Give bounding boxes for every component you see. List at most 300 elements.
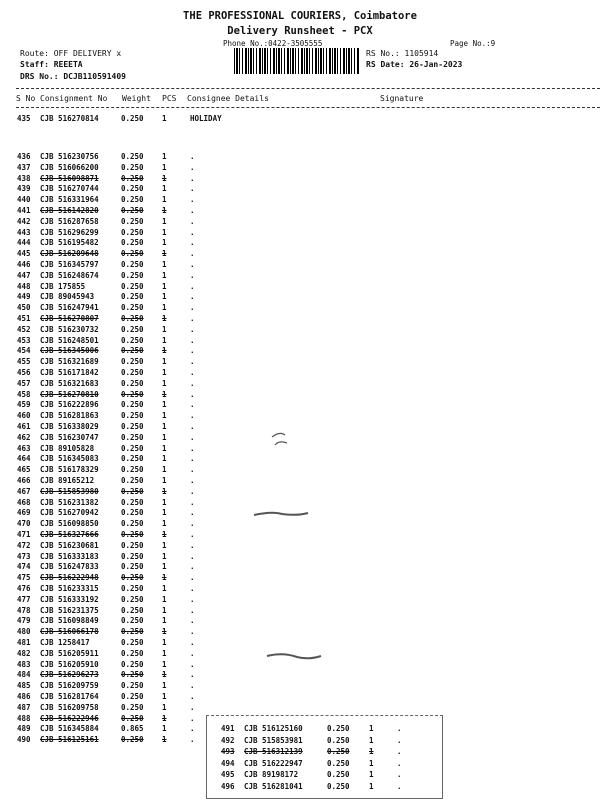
pcs-cell: 1: [162, 270, 167, 280]
weight-cell: 0.250: [121, 443, 144, 453]
details-cell: .: [190, 314, 195, 323]
consignment-cell: CJB 516247941: [40, 303, 99, 313]
table-row: [0, 271, 600, 281]
pcs-cell: 1: [162, 162, 167, 172]
pcs-cell: 1: [162, 335, 167, 345]
pcs-cell: 1: [162, 206, 167, 215]
pcs-cell: 1: [162, 605, 167, 615]
weight-cell: 0.250: [121, 292, 144, 302]
weight-cell: 0.250: [121, 562, 144, 572]
table-row: [0, 184, 600, 194]
consignment-cell: CJB 516178329: [40, 465, 99, 475]
drs-number: DRS No.: DCJB110591409: [20, 72, 126, 81]
weight-cell: 0.250: [121, 616, 144, 626]
details-cell: .: [190, 346, 195, 356]
consignment-cell: CJB 515853980: [40, 486, 99, 496]
pcs-cell: 1: [162, 152, 167, 161]
details-cell: .: [397, 770, 402, 779]
consignment-cell: CJB 516205910: [40, 659, 99, 669]
sno-cell: 482: [17, 648, 31, 658]
details-cell: .: [190, 216, 195, 226]
sno-cell: 454: [17, 346, 31, 356]
details-cell: .: [190, 227, 195, 237]
weight-cell: 0.250: [121, 508, 144, 518]
consignment-cell: CJB 516142820: [40, 206, 99, 215]
consignment-cell: CJB 516247833: [40, 562, 99, 572]
pcs-cell: 1: [162, 465, 167, 475]
weight-cell: 0.250: [121, 400, 144, 410]
weight-cell: 0.250: [121, 519, 144, 529]
table-row: [0, 616, 600, 626]
weight-cell: 0.250: [121, 260, 144, 269]
table-row: [0, 670, 600, 680]
weight-cell: 0.250: [121, 249, 144, 259]
table-row: [0, 238, 600, 248]
weight-cell: 0.250: [121, 378, 144, 388]
details-cell: .: [190, 432, 195, 442]
details-cell: .: [190, 497, 195, 507]
pcs-cell: 1: [162, 314, 167, 323]
weight-cell: 0.250: [121, 670, 144, 680]
details-cell: .: [190, 616, 195, 626]
consignment-cell: CJB 516222946: [40, 713, 99, 723]
consignment-cell: CJB 516230747: [40, 432, 99, 442]
weight-cell: 0.250: [121, 173, 144, 183]
sno-cell: 445: [17, 249, 31, 259]
consignment-cell: CJB 516281863: [40, 411, 99, 421]
sno-cell: 451: [17, 314, 31, 323]
weight-cell: 0.250: [121, 346, 144, 356]
pcs-cell: 1: [162, 216, 167, 226]
pcs-cell: 1: [162, 540, 167, 550]
weight-cell: 0.250: [121, 605, 144, 615]
sno-cell: 446: [17, 260, 31, 269]
col-consignee: Consignee Details: [187, 94, 269, 103]
table-row: [0, 606, 600, 616]
consignment-cell: CJB 516230681: [40, 540, 99, 550]
sno-cell: 486: [17, 692, 31, 701]
consignment-cell: CJB 516270807: [40, 314, 99, 323]
details-cell: .: [190, 638, 195, 647]
weight-cell: 0.250: [327, 724, 350, 733]
pcs-cell: 1: [162, 260, 167, 269]
details-cell: .: [190, 702, 195, 712]
details-cell: .: [190, 670, 195, 680]
sno-cell: 453: [17, 335, 31, 345]
consignment-cell: CJB 516345083: [40, 454, 99, 464]
consignment-cell: CJB 516312139: [244, 747, 303, 756]
details-cell: .: [190, 540, 195, 550]
details-cell: .: [190, 378, 195, 388]
phone-number: Phone No.:0422-3505555: [223, 39, 323, 48]
consignment-cell: CJB 516321683: [40, 378, 99, 388]
pcs-cell: 1: [162, 378, 167, 388]
consignment-cell: CJB 516098871: [40, 173, 99, 183]
pcs-cell: 1: [162, 195, 167, 205]
details-cell: .: [190, 249, 195, 259]
weight-cell: 0.250: [121, 389, 144, 399]
weight-cell: 0.250: [121, 465, 144, 475]
details-cell: .: [190, 389, 195, 399]
pcs-cell: 1: [162, 616, 167, 626]
details-cell: .: [190, 162, 195, 172]
consignment-cell: CJB 516125161: [40, 735, 99, 745]
consignment-cell: CJB 516287658: [40, 216, 99, 226]
col-weight: Weight: [122, 94, 151, 103]
details-cell: .: [190, 281, 195, 291]
details-cell: .: [397, 747, 402, 756]
sno-cell: 476: [17, 584, 31, 593]
table-row: [207, 747, 442, 757]
details-cell: .: [190, 724, 195, 734]
pcs-cell: 1: [162, 324, 167, 334]
pcs-cell: 1: [162, 551, 167, 561]
table-row: [0, 541, 600, 551]
table-row: [0, 163, 600, 173]
pcs-cell: 1: [162, 648, 167, 658]
consignment-cell: CJB 516248674: [40, 270, 99, 280]
sno-cell: 455: [17, 357, 31, 367]
sno-cell: 495: [221, 770, 235, 779]
consignment-cell: CJB 516333183: [40, 551, 99, 561]
consignment-cell: CJB 516098849: [40, 616, 99, 626]
sno-cell: 447: [17, 270, 31, 280]
pcs-cell: 1: [162, 519, 167, 529]
consignment-cell: CJB 516222948: [40, 573, 99, 583]
weight-cell: 0.250: [121, 713, 144, 723]
consignment-cell: CJB 516098850: [40, 519, 99, 529]
pcs-cell: 1: [162, 454, 167, 464]
consignment-cell: CJB 516270744: [40, 184, 99, 194]
pcs-cell: 1: [162, 530, 167, 539]
weight-cell: 0.250: [121, 227, 144, 237]
details-cell: .: [190, 184, 195, 194]
weight-cell: 0.250: [121, 368, 144, 377]
pcs-cell: 1: [369, 770, 374, 779]
pcs-cell: 1: [162, 508, 167, 518]
table-row: [0, 454, 600, 464]
weight-cell: 0.250: [327, 781, 350, 791]
signature-scribble: [265, 648, 325, 664]
consignment-cell: CJB 516296299: [40, 227, 99, 237]
table-row: [0, 357, 600, 367]
consignment-cell: CJB 89105828: [40, 443, 95, 453]
pcs-cell: 1: [162, 638, 167, 647]
sno-cell: 452: [17, 324, 31, 334]
details-cell: .: [190, 368, 195, 377]
consignment-cell: CJB 516233315: [40, 584, 99, 593]
pcs-cell: 1: [162, 584, 167, 593]
pcs-cell: 1: [162, 411, 167, 421]
consignment-cell: CJB 516205911: [40, 648, 99, 658]
signature-scribble: [252, 508, 312, 522]
col-signature: Signature: [380, 94, 424, 103]
weight-cell: 0.250: [121, 314, 144, 323]
sno-cell: 442: [17, 216, 31, 226]
consignment-cell: CJB 89165212: [40, 476, 95, 485]
sno-cell: 460: [17, 411, 31, 421]
details-cell: .: [190, 573, 195, 583]
table-row: [0, 638, 600, 648]
weight-cell: 0.250: [121, 335, 144, 345]
sno-cell: 473: [17, 551, 31, 561]
table-row: [0, 206, 600, 216]
weight-cell: 0.250: [121, 573, 144, 583]
table-row: [0, 573, 600, 583]
table-row: 435 CJB 516270814 0.250 1 HOLIDAY: [17, 114, 222, 123]
details-cell: .: [190, 713, 195, 723]
consignment-cell: CJB 516230756: [40, 152, 99, 161]
details-cell: .: [190, 692, 195, 701]
consignment-cell: CJB 515853981: [244, 735, 303, 745]
table-row: [0, 325, 600, 335]
table-row: [0, 195, 600, 205]
weight-cell: 0.250: [121, 216, 144, 226]
consignment-cell: CJB 516066200: [40, 162, 99, 172]
table-row: [0, 390, 600, 400]
pcs-cell: 1: [162, 281, 167, 291]
details-cell: .: [190, 324, 195, 334]
barcode-image: [234, 48, 360, 74]
table-row: [207, 782, 442, 792]
consignment-cell: CJB 516171842: [40, 368, 99, 377]
sno-cell: 459: [17, 400, 31, 410]
sno-cell: 487: [17, 702, 31, 712]
table-row: [0, 552, 600, 562]
pcs-cell: 1: [162, 173, 167, 183]
weight-cell: 0.250: [121, 152, 144, 161]
details-cell: .: [190, 605, 195, 615]
weight-cell: 0.250: [121, 162, 144, 172]
pcs-cell: 1: [162, 227, 167, 237]
details-cell: .: [190, 627, 195, 637]
col-pcs: PCS: [162, 94, 177, 103]
weight-cell: 0.250: [121, 281, 144, 291]
rs-date: RS Date: 26-Jan-2023: [366, 60, 463, 69]
consignment-cell: CJB 516327666: [40, 530, 99, 539]
consignment-cell: CJB 516195482: [40, 238, 99, 248]
pcs-cell: 1: [162, 562, 167, 572]
table-row: [0, 584, 600, 594]
details-cell: .: [190, 648, 195, 658]
weight-cell: 0.250: [327, 735, 350, 745]
details-cell: .: [190, 195, 195, 205]
pcs-cell: 1: [369, 724, 374, 733]
table-row: [207, 724, 442, 734]
route-label: Route: OFF DELIVERY x: [20, 49, 122, 58]
details-cell: .: [190, 681, 195, 691]
sno-cell: 463: [17, 443, 31, 453]
sno-cell: 468: [17, 497, 31, 507]
sno-cell: 484: [17, 670, 31, 680]
details-cell: .: [397, 781, 402, 791]
details-cell: .: [190, 530, 195, 539]
consignment-cell: CJB 516231375: [40, 605, 99, 615]
pcs-cell: 1: [162, 368, 167, 377]
sno-cell: 439: [17, 184, 31, 194]
sno-cell: 461: [17, 422, 31, 431]
sno-cell: 436: [17, 152, 31, 161]
table-row: [0, 498, 600, 508]
pcs-cell: 1: [162, 594, 167, 604]
divider: [16, 107, 600, 108]
consignment-cell: CJB 516222947: [244, 758, 303, 768]
pcs-cell: 1: [162, 735, 167, 745]
sno-cell: 490: [17, 735, 31, 745]
table-row: [0, 217, 600, 227]
table-row: [0, 228, 600, 238]
sno-cell: 469: [17, 508, 31, 518]
sno-cell: 458: [17, 389, 31, 399]
consignment-cell: CJB 89045943: [40, 292, 95, 302]
details-cell: .: [190, 411, 195, 421]
weight-cell: 0.250: [121, 324, 144, 334]
sno-cell: 478: [17, 605, 31, 615]
pcs-cell: 1: [162, 681, 167, 691]
details-cell: .: [190, 422, 195, 431]
sno-cell: 496: [221, 781, 235, 791]
consignment-cell: CJB 516125160: [244, 724, 303, 733]
table-row: [207, 736, 442, 746]
rs-number: RS No.: 1105914: [366, 49, 439, 58]
weight-cell: 0.250: [121, 303, 144, 313]
consignment-cell: CJB 516270942: [40, 508, 99, 518]
details-cell: .: [190, 594, 195, 604]
table-row: [0, 152, 600, 162]
details-cell: .: [190, 173, 195, 183]
details-cell: .: [190, 519, 195, 529]
pcs-cell: 1: [369, 735, 374, 745]
pcs-cell: 1: [369, 781, 374, 791]
table-row: [0, 411, 600, 421]
details-cell: .: [190, 659, 195, 669]
sno-cell: 438: [17, 173, 31, 183]
table-row: [0, 368, 600, 378]
sno-cell: 472: [17, 540, 31, 550]
details-cell: .: [190, 335, 195, 345]
table-row: [0, 703, 600, 713]
details-cell: .: [397, 735, 402, 745]
consignment-cell: CJB 516270810: [40, 389, 99, 399]
table-row: [0, 562, 600, 572]
details-cell: .: [190, 292, 195, 302]
weight-cell: 0.250: [121, 648, 144, 658]
weight-cell: 0.250: [121, 497, 144, 507]
table-row: [0, 346, 600, 356]
weight-cell: 0.250: [121, 476, 144, 485]
details-cell: .: [190, 584, 195, 593]
consignment-cell: CJB 516338029: [40, 422, 99, 431]
consignment-cell: CJB 516230732: [40, 324, 99, 334]
sno-cell: 466: [17, 476, 31, 485]
table-row: [0, 487, 600, 497]
sno-cell: 449: [17, 292, 31, 302]
details-cell: .: [190, 357, 195, 367]
sno-cell: 467: [17, 486, 31, 496]
table-row: [0, 303, 600, 313]
weight-cell: 0.250: [121, 432, 144, 442]
details-cell: .: [190, 270, 195, 280]
weight-cell: 0.250: [121, 638, 144, 647]
sno-cell: 488: [17, 713, 31, 723]
staff-label: Staff: REEETA: [20, 60, 83, 69]
details-cell: .: [190, 454, 195, 464]
weight-cell: 0.865: [121, 724, 144, 734]
sno-cell: 477: [17, 594, 31, 604]
weight-cell: 0.250: [121, 238, 144, 248]
details-cell: .: [190, 443, 195, 453]
table-row: [0, 595, 600, 605]
weight-cell: 0.250: [121, 702, 144, 712]
table-row: [207, 770, 442, 780]
consignment-cell: CJB 516331964: [40, 195, 99, 205]
sno-cell: 474: [17, 562, 31, 572]
details-cell: .: [190, 551, 195, 561]
col-sno: S No: [16, 94, 36, 103]
sno-cell: 443: [17, 227, 31, 237]
table-row: [0, 336, 600, 346]
table-row: [0, 476, 600, 486]
sno-cell: 457: [17, 378, 31, 388]
sno-cell: 493: [221, 747, 235, 756]
weight-cell: 0.250: [121, 530, 144, 539]
weight-cell: 0.250: [121, 735, 144, 745]
pcs-cell: 1: [162, 357, 167, 367]
details-cell: .: [397, 724, 402, 733]
details-cell: .: [190, 238, 195, 248]
sno-cell: 441: [17, 206, 31, 215]
table-row: [0, 174, 600, 184]
pcs-cell: 1: [162, 432, 167, 442]
details-cell: .: [190, 486, 195, 496]
consignment-cell: CJB 516248501: [40, 335, 99, 345]
pcs-cell: 1: [162, 476, 167, 485]
pcs-cell: 1: [162, 724, 167, 734]
weight-cell: 0.250: [121, 540, 144, 550]
details-cell: .: [190, 562, 195, 572]
sno-cell: 481: [17, 638, 31, 647]
consignment-cell: CJB 516231382: [40, 497, 99, 507]
pcs-cell: 1: [162, 292, 167, 302]
pcs-cell: 1: [162, 713, 167, 723]
signature-scribble: [255, 425, 315, 455]
table-row: [0, 400, 600, 410]
company-title: THE PROFESSIONAL COURIERS, Coimbatore: [183, 10, 417, 22]
continuation-box: [206, 715, 443, 799]
pcs-cell: 1: [369, 758, 374, 768]
page-number: Page No.:9: [450, 39, 496, 48]
weight-cell: 0.250: [121, 594, 144, 604]
details-cell: .: [397, 758, 402, 768]
col-consignment: Consignment No: [40, 94, 108, 103]
details-cell: .: [190, 303, 195, 313]
weight-cell: 0.250: [121, 184, 144, 194]
sno-cell: 462: [17, 432, 31, 442]
weight-cell: 0.250: [121, 681, 144, 691]
weight-cell: 0.250: [121, 270, 144, 280]
sno-cell: 479: [17, 616, 31, 626]
details-cell: .: [190, 465, 195, 475]
table-row: [0, 314, 600, 324]
weight-cell: 0.250: [121, 206, 144, 215]
sno-cell: 444: [17, 238, 31, 248]
sno-cell: 492: [221, 735, 235, 745]
table-row: [0, 282, 600, 292]
consignment-cell: CJB 516333192: [40, 594, 99, 604]
sno-cell: 440: [17, 195, 31, 205]
weight-cell: 0.250: [121, 584, 144, 593]
consignment-cell: CJB 516209758: [40, 702, 99, 712]
